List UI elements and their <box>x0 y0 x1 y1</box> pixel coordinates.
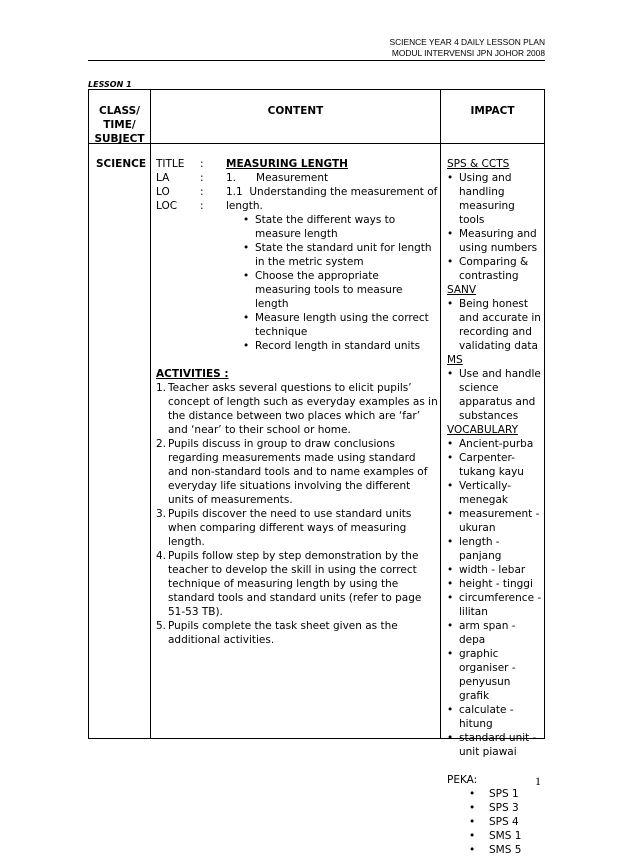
loc-item: • Record length in standard units <box>243 339 433 353</box>
vocab-item: • Vertically-menegak <box>447 479 543 507</box>
lesson-title: MEASURING LENGTH <box>226 158 348 170</box>
col-header-class: CLASS/ TIME/ SUBJECT <box>94 105 145 145</box>
activity-item: 1. Teacher asks several questions to elicit pupils’ concept of length such as everyday examples as in the distance between two places which are ‘far’ and ‘near’ to their school or home. <box>156 382 438 436</box>
vocabulary-heading: VOCABULARY <box>447 424 518 436</box>
subject-cell: SCIENCE <box>96 158 147 170</box>
peka-heading: PEKA: <box>447 774 478 786</box>
activity-item: 3. Pupils discover the need to use standard units when comparing different ways of measuring length. <box>156 508 412 548</box>
col-header-impact: IMPACT <box>470 105 515 117</box>
peka-list <box>469 787 543 857</box>
sanv-item: • Being honest and accurate in recording and validating data <box>447 297 543 353</box>
sps-item: • Comparing & contrasting <box>447 255 543 283</box>
vocab-item: • circumference - lilitan <box>447 591 543 619</box>
activity-item: 4. Pupils follow step by step demonstration by the teacher to develop the skill in using the correct technique of measuring length by using the standard tools and standard units (refer to page 51-53 TB). <box>156 550 422 618</box>
peka-item: • SMS 1 <box>469 829 543 843</box>
activities-heading: ACTIVITIES : <box>156 368 229 380</box>
impact-cell <box>447 157 543 857</box>
loc-item: • State the standard unit for length in the metric system <box>243 241 433 269</box>
sps-item: • Measuring and using numbers <box>447 227 543 255</box>
peka-item: • SPS 1 <box>469 787 543 801</box>
column-divider-2 <box>440 89 441 739</box>
document-header <box>390 37 545 59</box>
loc-item: • Choose the appropriate measuring tools to measure length <box>243 269 433 311</box>
vocab-item: • length - panjang <box>447 535 543 563</box>
ms-item: • Use and handle science apparatus and substances <box>447 367 543 423</box>
vocab-item: • graphic organiser - penyusun grafik <box>447 647 543 703</box>
activities-list <box>156 381 438 647</box>
header-rule <box>88 60 545 61</box>
lesson-label: LESSON 1 <box>88 80 132 89</box>
vocab-item: • width - lebar <box>447 563 543 577</box>
vocab-item: • measurement - ukuran <box>447 507 543 535</box>
header-row-divider <box>88 143 545 144</box>
ms-heading: MS <box>447 354 463 366</box>
peka-item: • SMS 5 <box>469 843 543 857</box>
col-header-content: CONTENT <box>267 105 324 117</box>
loc-list <box>243 213 433 353</box>
meta-row-lo: LO : 1.1 Understanding the measurement of <box>156 186 438 198</box>
loc-item: • State the different ways to measure length <box>243 213 433 241</box>
column-divider-1 <box>150 89 151 739</box>
page-number: 1 <box>535 774 541 788</box>
vocab-item: • height - tinggi <box>447 577 543 591</box>
vocab-item: • Ancient-purba <box>447 437 543 451</box>
sanv-heading: SANV <box>447 284 477 296</box>
content-cell <box>156 157 438 647</box>
peka-item: • SPS 4 <box>469 815 543 829</box>
meta-row-la: LA : 1. Measurement <box>156 172 329 184</box>
loc-item: • Measure length using the correct technique <box>243 311 433 339</box>
vocab-item: • Carpenter-tukang kayu <box>447 451 543 479</box>
vocab-item: • arm span - depa <box>447 619 543 647</box>
activity-item: 2. Pupils discuss in group to draw conclusions regarding measurements made using standard and non-standard tools and to name examples of everyday life situations involving the different units of measurements. <box>156 438 428 506</box>
activity-item: 5. Pupils complete the task sheet given as the additional activities. <box>156 620 398 646</box>
header-line-1: SCIENCE YEAR 4 DAILY LESSON PLAN <box>389 37 545 47</box>
header-line-2: MODUL INTERVENSI JPN JOHOR 2008 <box>391 48 545 58</box>
vocab-item: • standard unit - unit piawai <box>447 731 543 759</box>
sps-heading: SPS & CCTS <box>447 158 510 170</box>
sps-item: • Using and handling measuring tools <box>447 171 543 227</box>
peka-item: • SPS 3 <box>469 801 543 815</box>
meta-row-title: TITLE : MEASURING LENGTH <box>156 158 348 170</box>
vocab-item: • calculate - hitung <box>447 703 543 731</box>
meta-row-loc: LOC : length. <box>156 200 263 212</box>
